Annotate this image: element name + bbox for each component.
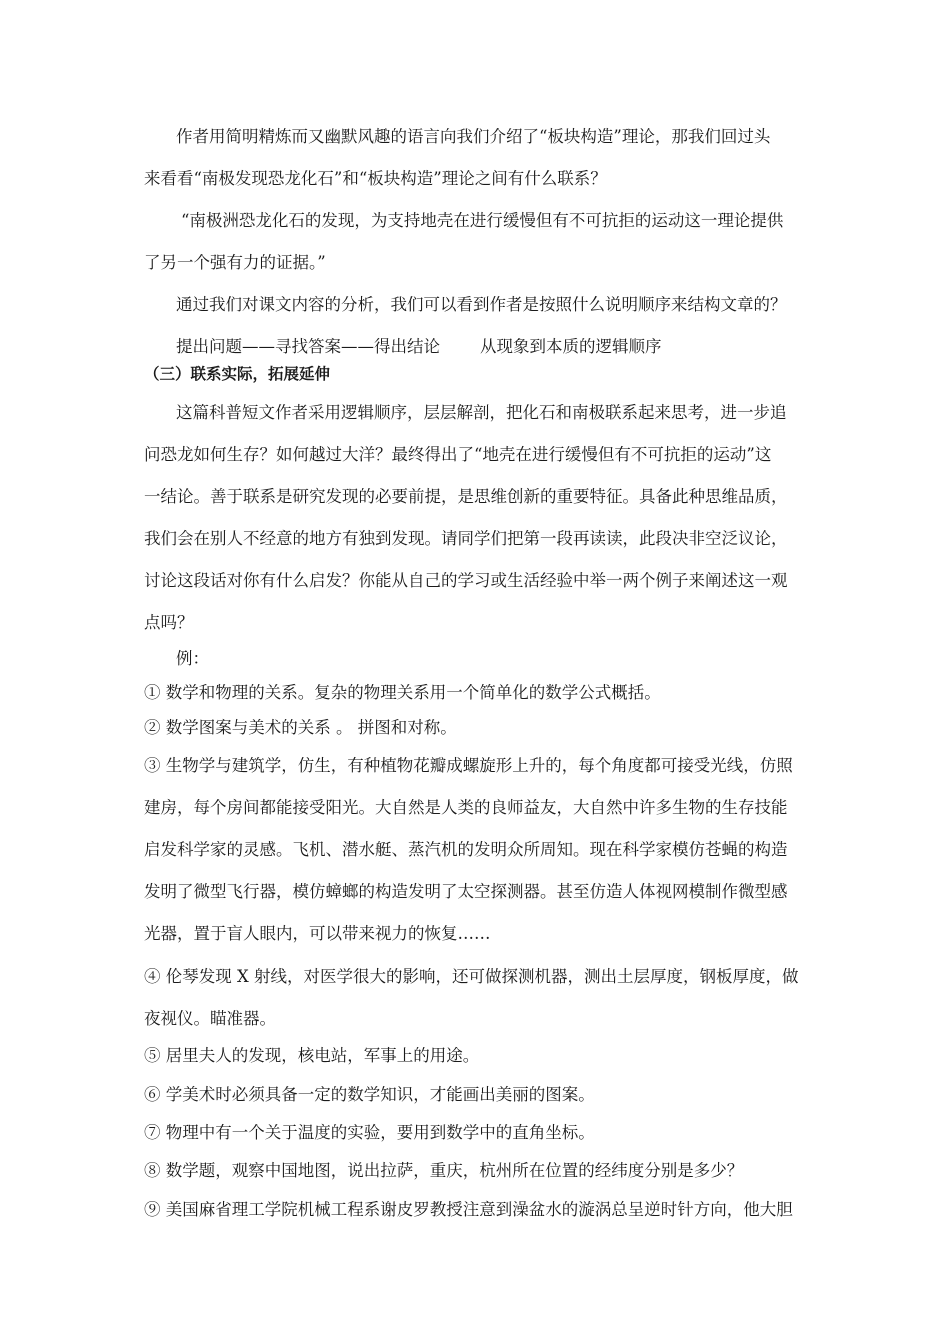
paragraph-line: 我们会在别人不经意的地方有独到发现。请同学们把第一段再读读，此段决非空泛议论， xyxy=(144,529,788,548)
quote-line: “南极洲恐龙化石的发现，为支持地壳在进行缓慢但有不可抗拒的运动这一理论提供 xyxy=(181,211,784,230)
paragraph-line: 通过我们对课文内容的分析，我们可以看到作者是按照什么说明顺序来结构文章的？ xyxy=(176,295,787,314)
list-item: ⑧ 数学题，观察中国地图，说出拉萨，重庆，杭州所在位置的经纬度分别是多少？ xyxy=(144,1161,744,1180)
list-item: ③ 生物学与建筑学，仿生，有种植物花瓣成螺旋形上升的，每个角度都可接受光线，仿照 xyxy=(144,756,793,775)
list-item: ④ 伦琴发现 X 射线，对医学很大的影响，还可做探测机器，测出土层厚度，钢板厚度，做 xyxy=(144,967,799,986)
list-item: ① 数学和物理的关系。复杂的物理关系用一个简单化的数学公式概括。 xyxy=(144,683,661,702)
section-heading: （三）联系实际，拓展延伸 xyxy=(144,365,331,383)
list-item-continued: 光器，置于盲人眼内，可以带来视力的恢复…… xyxy=(144,924,491,943)
list-item: ⑤ 居里夫人的发现，核电站，军事上的用途。 xyxy=(144,1046,480,1065)
quote-line: 了另一个强有力的证据。” xyxy=(144,253,326,272)
paragraph-line: 点吗？ xyxy=(144,613,194,632)
answer-order: 从现象到本质的逻辑顺序 xyxy=(480,337,662,356)
paragraph-line: 一结论。善于联系是研究发现的必要前提，是思维创新的重要特征。具备此种思维品质， xyxy=(144,487,788,506)
example-label: 例： xyxy=(176,649,209,668)
list-item-continued: 建房，每个房间都能接受阳光。大自然是人类的良师益友，大自然中许多生物的生存技能 xyxy=(144,798,788,817)
answer-line xyxy=(176,336,812,358)
paragraph-line: 这篇科普短文作者采用逻辑顺序，层层解剖，把化石和南极联系起来思考，进一步追 xyxy=(176,403,787,422)
list-item-continued: 夜视仪。瞄准器。 xyxy=(144,1009,276,1028)
paragraph-line: 讨论这段话对你有什么启发？你能从自己的学习或生活经验中举一两个例子来阐述这一观 xyxy=(144,571,788,590)
list-item: ⑦ 物理中有一个关于温度的实验，要用到数学中的直角坐标。 xyxy=(144,1123,595,1142)
paragraph-line: 问恐龙如何生存？如何越过大洋？最终得出了“地壳在进行缓慢但有不可抗拒的运动”这 xyxy=(144,445,772,464)
list-item: ⑥ 学美术时必须具备一定的数学知识，才能画出美丽的图案。 xyxy=(144,1085,595,1104)
list-item-continued: 发明了微型飞行器，模仿蟑螂的构造发明了太空探测器。甚至仿造人体视网模制作微型感 xyxy=(144,882,788,901)
list-item: ② 数学图案与美术的关系 。 拼图和对称。 xyxy=(144,718,457,737)
paragraph-line: 来看看“南极发现恐龙化石”和“板块构造”理论之间有什么联系？ xyxy=(144,169,607,188)
paragraph-line: 作者用简明精炼而又幽默风趣的语言向我们介绍了“板块构造”理论，那我们回过头 xyxy=(176,127,771,146)
answer-sequence: 提出问题——寻找答案——得出结论 xyxy=(176,337,440,356)
list-item-continued: 启发科学家的灵感。飞机、潜水艇、蒸汽机的发明众所周知。现在科学家模仿苍蝇的构造 xyxy=(144,840,788,859)
list-item: ⑨ 美国麻省理工学院机械工程系谢皮罗教授注意到澡盆水的漩涡总呈逆时针方向，他大胆 xyxy=(144,1200,793,1219)
